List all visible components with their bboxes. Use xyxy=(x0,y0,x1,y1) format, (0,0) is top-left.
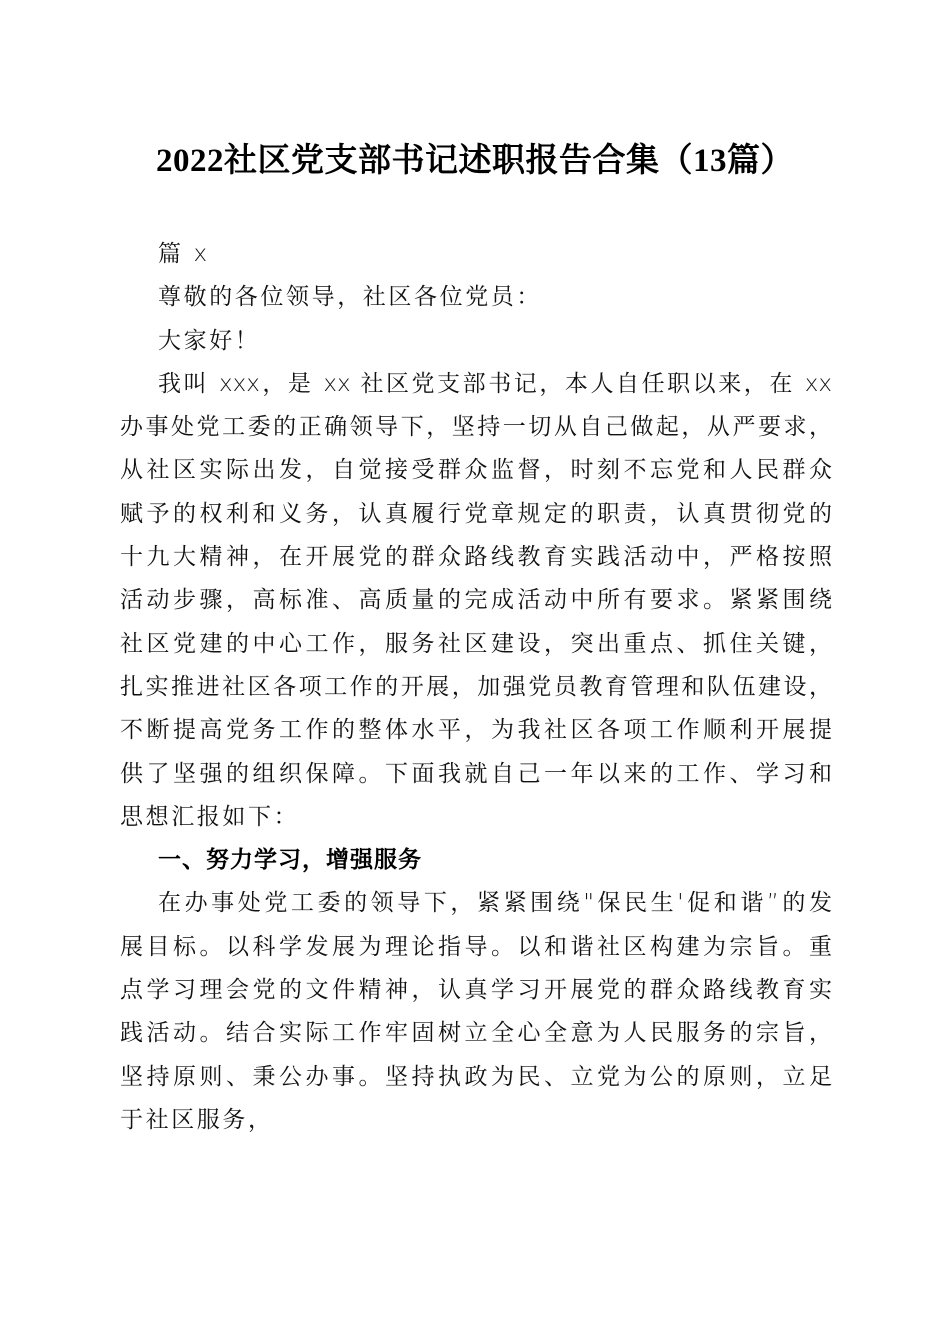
document-title: 2022社区党支部书记述职报告合集（13篇） xyxy=(156,143,794,179)
paragraph-line: 在办事处党工委的领导下，紧紧围绕"保民生'促和谐”的发 xyxy=(158,890,832,917)
paragraph-line: 从社区实际出发，自觉接受群众监督，时刻不忘党和人民群众 xyxy=(120,457,832,484)
paragraph-line: 践活动。结合实际工作牢固树立全心全意为人民服务的宗旨， xyxy=(120,1020,832,1047)
paragraph-line: 供了坚强的组织保障。下面我就自己一年以来的工作、学习和 xyxy=(120,760,832,787)
paragraph-line: 办事处党工委的正确领导下，坚持一切从自己做起，从严要求， xyxy=(120,414,832,441)
paragraph-line: 点学习理会党的文件精神，认真学习开展党的群众路线教育实 xyxy=(120,977,832,1004)
paragraph-line: 不断提高党务工作的整体水平，为我社区各项工作顺利开展提 xyxy=(120,717,832,744)
paragraph-line: 十九大精神，在开展党的群众路线教育实践活动中，严格按照 xyxy=(120,544,832,571)
paragraph-line: 赋予的权利和义务，认真履行党章规定的职责，认真贯彻党的 xyxy=(120,500,832,527)
paragraph-line: 活动步骤，高标准、高质量的完成活动中所有要求。紧紧围绕 xyxy=(120,587,832,614)
paragraph-line: 扎实推进社区各项工作的开展，加强党员教育管理和队伍建设， xyxy=(120,673,832,700)
greeting: 大家好！ xyxy=(158,327,261,354)
paragraph-line: 思想汇报如下： xyxy=(120,803,300,830)
paragraph-line: 坚持原则、秉公办事。坚持执政为民、立党为公的原则，立足 xyxy=(120,1063,832,1090)
salutation: 尊敬的各位领导，社区各位党员： xyxy=(158,284,542,311)
section-heading: 一、努力学习，增强服务 xyxy=(158,847,422,874)
paragraph-line: 展目标。以科学发展为理论指导。以和谐社区构建为宗旨。重 xyxy=(120,933,832,960)
paragraph-line: 社区党建的中心工作，服务社区建设，突出重点、抓住关键， xyxy=(120,630,832,657)
paragraph-1 xyxy=(120,363,832,839)
document-body xyxy=(120,233,832,1142)
paragraph-line: 于社区服务， xyxy=(120,1106,274,1133)
paragraph-line: 我叫 xxx，是 xx 社区党支部书记，本人自任职以来，在 xx xyxy=(158,370,832,397)
paragraph-2 xyxy=(120,882,832,1142)
chapter-label: 篇 x xyxy=(158,241,210,267)
